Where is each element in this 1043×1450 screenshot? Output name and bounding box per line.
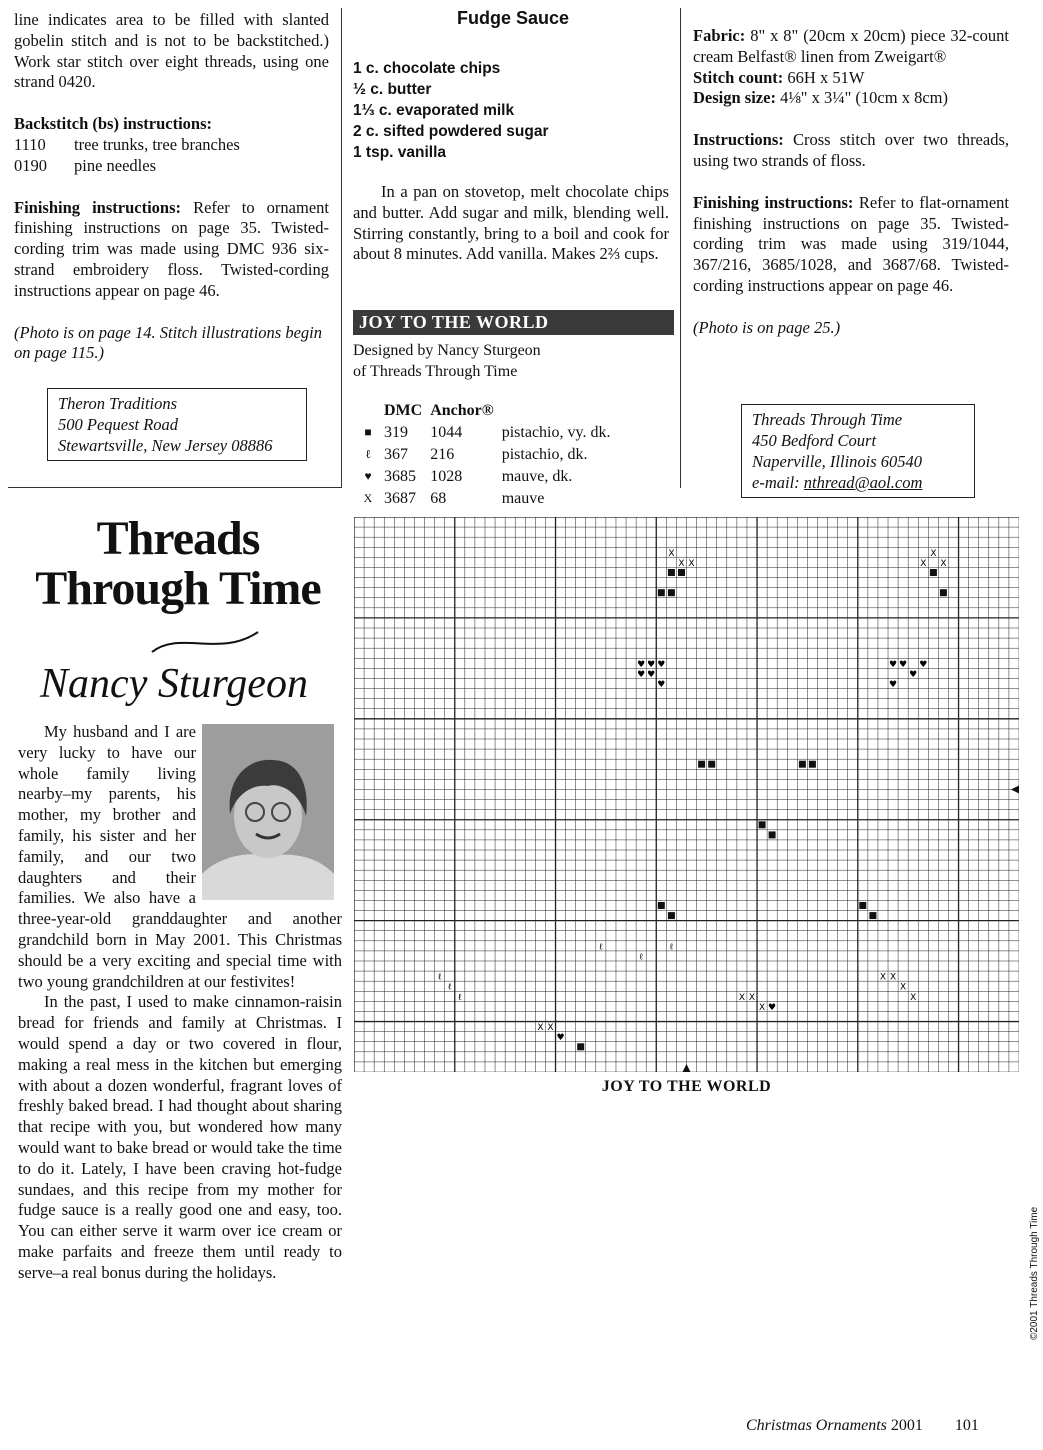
designer-credit: Designed by Nancy Sturgeon of Threads Through Time: [353, 342, 541, 380]
recipe-title: Fudge Sauce: [456, 8, 570, 28]
copyright-note: ©2001 Threads Through Time: [1029, 1206, 1040, 1340]
profile-para1: My husband and I are very lucky to have our whole family living nearby–my parents, his mother, my brother and family, his sister and her family, and our two daughters and their families. We also have a three-year-old granddaughter and another grandchild born in May 2001. This Christmas should be a very exciting and special time with two young grandchildren at our festivites!: [18, 722, 342, 991]
anchor-header: Anchor®: [430, 402, 494, 419]
swash-ornament: [150, 628, 260, 658]
svg-text:ℓ: ℓ: [669, 942, 674, 953]
bs-item-1: 1110 tree trunks, tree branches: [14, 134, 240, 154]
page-footer: [746, 1417, 979, 1435]
svg-text:X: X: [930, 548, 937, 559]
svg-text:♥: ♥: [919, 659, 928, 670]
floss-key: [360, 400, 618, 509]
ingredient: 1 c. chocolate chips: [353, 60, 501, 77]
svg-text:ℓ: ℓ: [457, 992, 462, 1003]
address-line: 450 Bedford Court: [752, 431, 877, 450]
profile-para2: In the past, I used to make cinnamon-raisin bread for friends and family at Christmas. I would spend a day or two covered in flour, making a real mess in the kitchen but emerging with about a dozen wonderful, fragrant loves of freshly baked bread. I had thought about sharing that recipe with you, but wondered how many would want to bake bread or would take the time to do it. Lately, I have been craving hot-fudge sundaes, and this recipe from my mother for fudge sauce is a really good one and easy, too. You can either serve it warm over ice cream or make parfaits and freeze them until ready to serve–a real bonus during the holidays.: [18, 992, 342, 1282]
address-line: Theron Traditions: [58, 394, 178, 413]
design-size: Design size: 4⅛" x 3¼" (10cm x 8cm): [693, 88, 948, 108]
fabric-spec: Fabric: 8" x 8" (20cm x 20cm) piece 32-count cream Belfast® linen from Zweigart®: [693, 26, 1010, 66]
col3-photo-note: (Photo is on page 25.): [693, 317, 841, 337]
svg-text:ℓ: ℓ: [437, 972, 442, 983]
ingredient: ½ c. butter: [353, 81, 432, 98]
email-line: e-mail: nthread@aol.com: [752, 473, 923, 492]
svg-text:ℓ: ℓ: [447, 982, 452, 993]
joy-banner: JOY TO THE WORLD: [353, 310, 674, 335]
recipe-method: In a pan on stovetop, melt chocolate chips and butter. Add sugar and milk, blending well. Stirring constantly, bring to a boil and cook for about 8 minutes. Add vanilla. Makes 2⅔ cups.: [353, 182, 669, 264]
bs-item-2: 0190 pine needles: [14, 155, 157, 175]
col1-text: [14, 10, 329, 364]
svg-text:♥: ♥: [637, 659, 646, 670]
svg-text:X: X: [688, 558, 695, 569]
threads-address-box: [741, 404, 975, 498]
svg-text:X: X: [759, 1002, 766, 1013]
col3-finishing: Finishing instructions: Refer to flat-ornament finishing instructions on page 35. Twisted-cording trim was made using 319/1044, 367/216, 3685/1028, and 3687/68. Twisted-cording instructions appear on page 46.: [693, 192, 1009, 295]
profile-title: Threads Through Time: [35, 512, 321, 615]
stitch-count: Stitch count: 66H x 51W: [693, 67, 865, 87]
instructions: Instructions: Cross stitch over two threads, using two strands of floss.: [693, 130, 1010, 170]
column-divider-left: [341, 8, 342, 488]
key-row: ♥ 3685 1028 mauve, dk.: [364, 467, 573, 485]
profile-body: [18, 722, 342, 1284]
svg-text:X: X: [537, 1023, 544, 1034]
svg-text:X: X: [910, 992, 917, 1003]
svg-text:X: X: [890, 972, 897, 983]
svg-text:♥: ♥: [768, 1002, 777, 1013]
svg-text:♥: ♥: [647, 669, 656, 680]
svg-text:♥: ♥: [899, 659, 908, 670]
ingredient: 1⅓ c. evaporated milk: [353, 102, 515, 119]
address-line: Naperville, Illinois 60540: [752, 452, 923, 471]
backstitch-heading: Backstitch (bs) instructions:: [14, 114, 213, 134]
svg-text:X: X: [668, 548, 675, 559]
svg-text:♥: ♥: [637, 669, 646, 680]
svg-text:X: X: [678, 558, 685, 569]
key-row: ■ 319 1044 pistachio, vy. dk.: [364, 423, 611, 441]
svg-text:X: X: [879, 972, 887, 983]
svg-text:♥: ♥: [657, 680, 666, 690]
svg-text:X: X: [547, 1023, 554, 1034]
magazine-name: Christmas Ornaments: [746, 1417, 887, 1434]
cross-stitch-chart: [354, 517, 1019, 1072]
svg-text:♥: ♥: [657, 659, 666, 670]
svg-text:X: X: [920, 558, 927, 569]
svg-text:♥: ♥: [909, 669, 918, 680]
email-link[interactable]: nthread@aol.com: [803, 473, 923, 492]
key-row: ℓ 367 216 pistachio, dk.: [365, 445, 588, 463]
ingredient-list: [353, 58, 669, 163]
svg-text:X: X: [940, 558, 947, 569]
ingredient: 2 c. sifted powdered sugar: [353, 123, 549, 140]
svg-text:ℓ: ℓ: [598, 942, 604, 953]
address-line: Threads Through Time: [752, 410, 903, 429]
chart-caption-wrap: [354, 1078, 1019, 1096]
author-signature: Nancy Sturgeon: [40, 661, 308, 707]
address-line: 500 Pequest Road: [58, 415, 179, 434]
dmc-header: DMC: [384, 402, 423, 419]
svg-text:ℓ: ℓ: [639, 952, 644, 963]
section-divider: [8, 487, 342, 488]
svg-text:♥: ♥: [647, 659, 656, 670]
issue-year: 2001: [890, 1417, 923, 1434]
ingredient: 1 tsp. vanilla: [353, 144, 447, 161]
svg-text:X: X: [900, 982, 907, 993]
theron-address-box: [47, 388, 307, 461]
svg-text:♥: ♥: [889, 659, 898, 670]
chart-caption: JOY TO THE WORLD: [601, 1078, 772, 1095]
col1-para1: line indicates area to be filled with slanted gobelin stitch and is not to be backstitched.) Work star stitch over eight threads, using one strand 0420.: [14, 10, 329, 92]
svg-text:X: X: [748, 992, 756, 1003]
column-divider-right: [680, 8, 681, 488]
page-number: 101: [954, 1417, 979, 1434]
col1-finishing: Finishing instructions: Refer to ornament finishing instructions on page 35. Twisted-cording trim was made using DMC 936 six-strand embroidery floss. Twisted-cording instructions appear on page 46.: [14, 197, 329, 300]
key-row: X 3687 68 mauve: [363, 489, 545, 507]
svg-text:X: X: [738, 992, 745, 1003]
svg-text:♥: ♥: [889, 680, 898, 690]
col3-text: [693, 26, 1009, 339]
col1-photo-note: (Photo is on page 14. Stitch illustrations begin on page 115.): [14, 322, 322, 363]
address-line: Stewartsville, New Jersey 08886: [58, 436, 273, 455]
copyright-wrap: [1029, 1120, 1043, 1340]
svg-text:♥: ♥: [556, 1033, 565, 1044]
